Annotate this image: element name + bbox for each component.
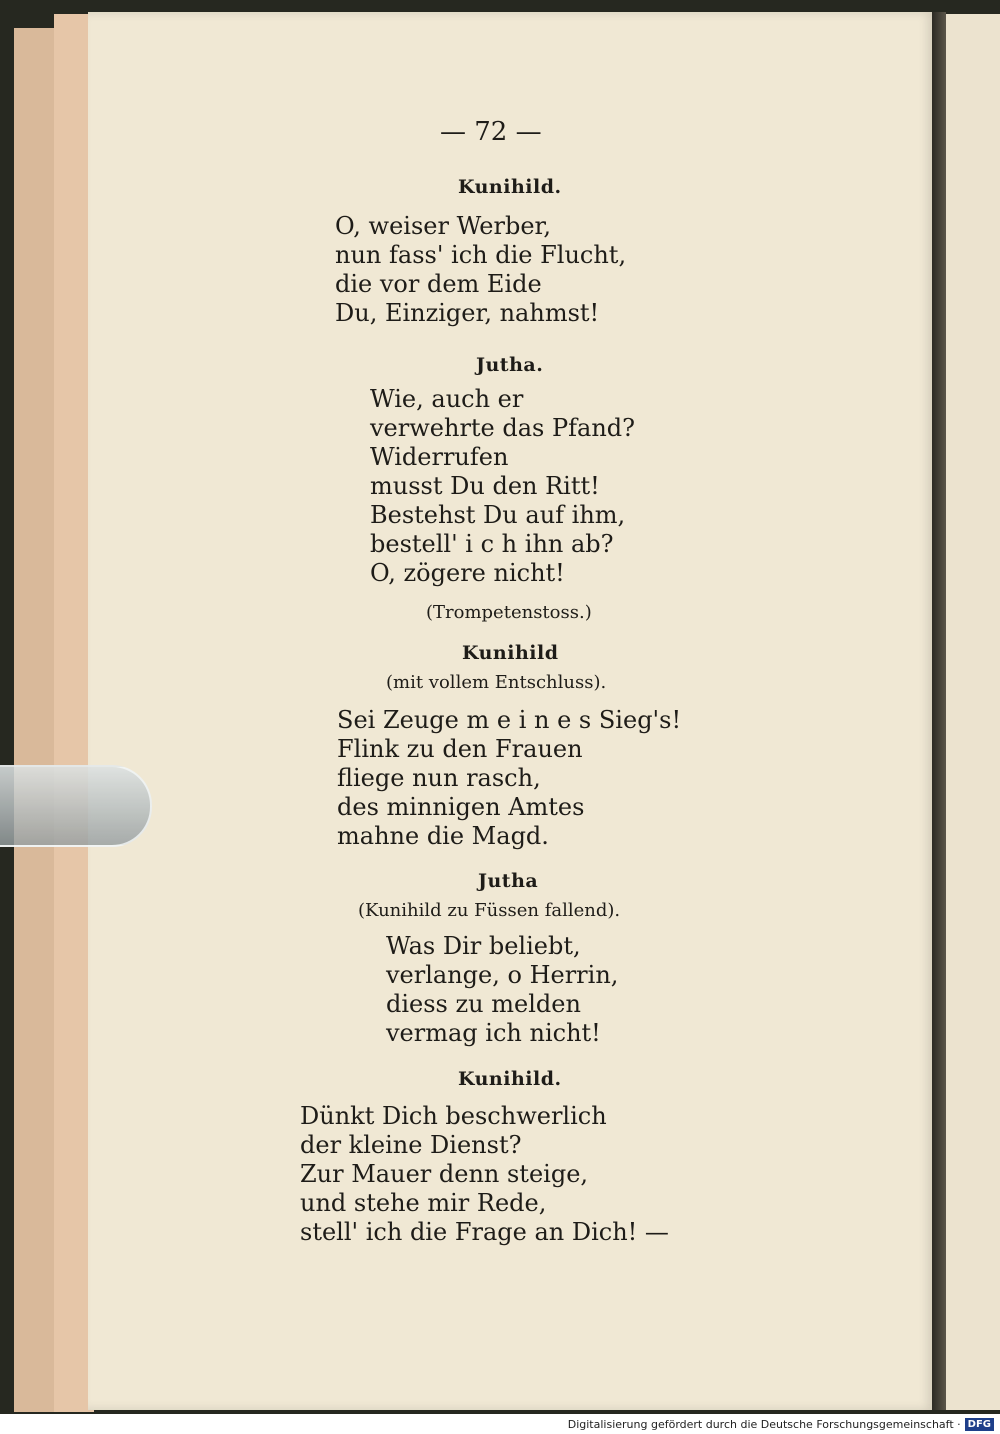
speaker-name: Kunihild <box>462 642 559 664</box>
speaker-name: Kunihild. <box>458 1068 562 1090</box>
speaker-name: Kunihild. <box>458 176 562 198</box>
stage-direction: (mit vollem Entschluss). <box>386 672 607 693</box>
stage-direction: (Trompetenstoss.) <box>426 602 592 623</box>
page-number: — 72 — <box>440 117 542 147</box>
verse-line: stell' ich die Frage an Dich! — <box>300 1218 669 1246</box>
verse-line: Widerrufen <box>370 443 509 471</box>
facing-page <box>944 14 1000 1410</box>
page-holder-clip <box>0 765 152 847</box>
verse-line: Sei Zeuge m e i n e s Sieg's! <box>337 706 682 734</box>
verse-line: vermag ich nicht! <box>386 1019 601 1047</box>
verse-line: fliege nun rasch, <box>337 764 541 792</box>
book-gutter <box>932 12 946 1410</box>
book-cover <box>14 28 54 1412</box>
dfg-logo: DFG <box>965 1418 994 1431</box>
verse-line: Flink zu den Frauen <box>337 735 583 763</box>
verse-line: Zur Mauer denn steige, <box>300 1160 589 1188</box>
speaker-name: Jutha <box>478 870 539 892</box>
verse-line: verwehrte das Pfand? <box>370 414 636 442</box>
verse-block <box>335 212 626 328</box>
digitization-footer <box>0 1414 1000 1434</box>
verse-line: mahne die Magd. <box>337 822 549 850</box>
verse-line: O, weiser Werber, <box>335 212 551 240</box>
verse-line: Du, Einziger, nahmst! <box>335 299 600 327</box>
speaker-name: Jutha. <box>476 354 544 376</box>
verse-line: die vor dem Eide <box>335 270 542 298</box>
verse-line: musst Du den Ritt! <box>370 472 600 500</box>
stage-direction: (Kunihild zu Füssen fallend). <box>358 900 621 921</box>
verse-line: Dünkt Dich beschwerlich <box>300 1102 607 1130</box>
verse-line: Wie, auch er <box>370 385 524 413</box>
verse-line: nun fass' ich die Flucht, <box>335 241 627 269</box>
verse-block <box>386 932 618 1048</box>
verse-line: diess zu melden <box>386 990 581 1018</box>
verse-block <box>300 1102 669 1247</box>
verse-line: der kleine Dienst? <box>300 1131 522 1159</box>
verse-block <box>337 706 681 851</box>
funding-credit: Digitalisierung gefördert durch die Deutsche Forschungsgemeinschaft · <box>567 1417 961 1431</box>
verse-line: des minnigen Amtes <box>337 793 585 821</box>
verse-line: bestell' i c h ihn ab? <box>370 530 614 558</box>
verse-line: Was Dir beliebt, <box>386 932 581 960</box>
verse-block <box>370 385 635 588</box>
verse-line: verlange, o Herrin, <box>386 961 619 989</box>
verse-line: und stehe mir Rede, <box>300 1189 547 1217</box>
verse-line: O, zögere nicht! <box>370 559 565 587</box>
verse-line: Bestehst Du auf ihm, <box>370 501 626 529</box>
